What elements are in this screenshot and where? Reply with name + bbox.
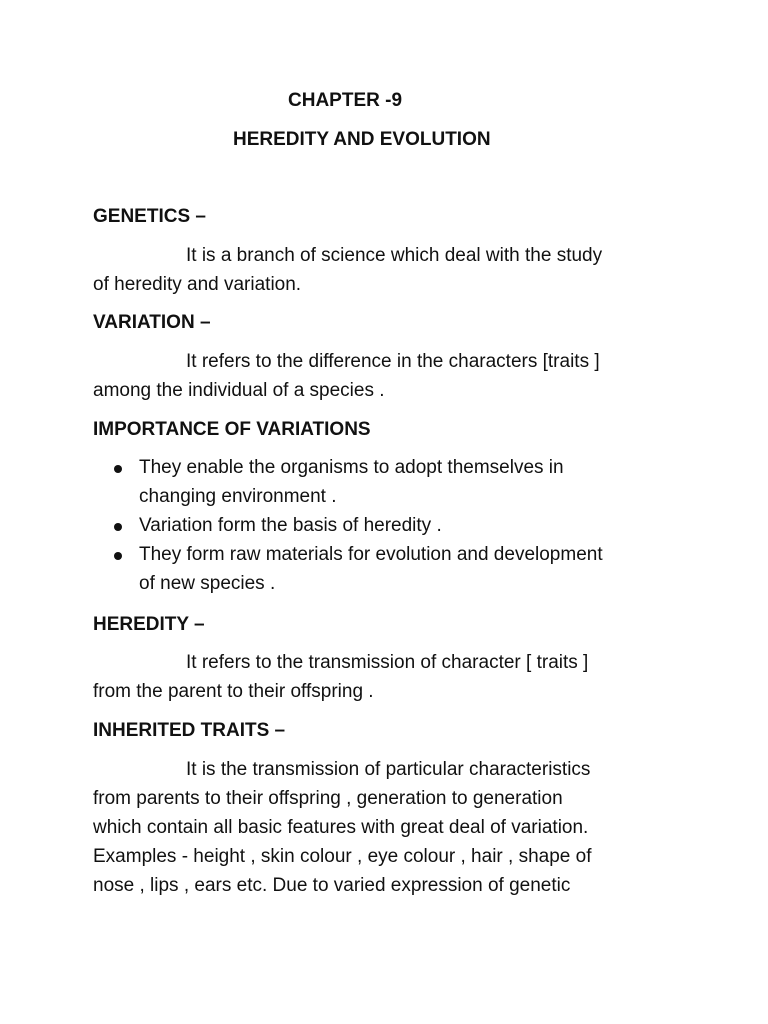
importance-bullet-1-line-2: changing environment . — [139, 486, 337, 507]
chapter-number: CHAPTER -9 — [288, 90, 403, 111]
variation-line-2: among the individual of a species . — [93, 380, 385, 401]
heredity-heading: HEREDITY – — [93, 614, 205, 635]
inherited-traits-line-4: Examples - height , skin colour , eye colour , hair , shape of — [93, 846, 592, 867]
importance-bullet-3-line-1: They form raw materials for evolution and development — [139, 544, 603, 565]
inherited-traits-line-2: from parents to their offspring , generation to generation — [93, 788, 563, 809]
bullet-dot-icon — [114, 523, 122, 531]
importance-heading: IMPORTANCE OF VARIATIONS — [93, 419, 371, 440]
bullet-dot-icon — [114, 465, 122, 473]
heredity-line-2: from the parent to their offspring . — [93, 681, 374, 702]
heredity-line-1: It refers to the transmission of character [ traits ] — [186, 652, 589, 673]
bullet-dot-icon — [114, 552, 122, 560]
inherited-traits-heading: INHERITED TRAITS – — [93, 720, 286, 741]
genetics-heading: GENETICS – — [93, 206, 206, 227]
variation-line-1: It refers to the difference in the characters [traits ] — [186, 351, 600, 372]
inherited-traits-line-3: which contain all basic features with great deal of variation. — [93, 817, 589, 838]
importance-bullet-2-line-1: Variation form the basis of heredity . — [139, 515, 442, 536]
importance-bullet-1-line-1: They enable the organisms to adopt themselves in — [139, 457, 564, 478]
genetics-line-1: It is a branch of science which deal with the study — [186, 245, 603, 266]
chapter-title: HEREDITY AND EVOLUTION — [233, 129, 491, 150]
inherited-traits-line-5: nose , lips , ears etc. Due to varied expression of genetic — [93, 875, 571, 896]
variation-heading: VARIATION – — [93, 312, 211, 333]
genetics-line-2: of heredity and variation. — [93, 274, 302, 295]
inherited-traits-line-1: It is the transmission of particular characteristics — [186, 759, 591, 780]
importance-bullet-3-line-2: of new species . — [139, 573, 276, 594]
